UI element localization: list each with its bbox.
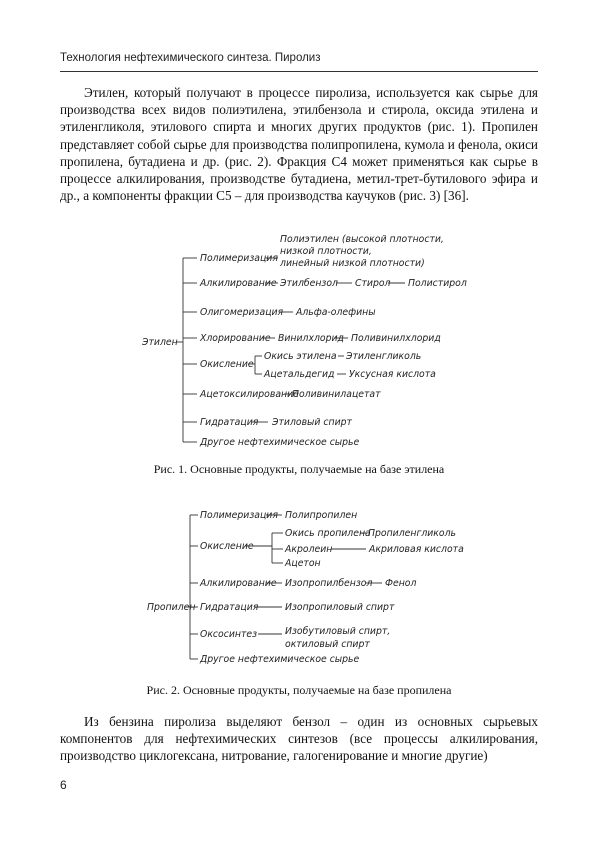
- fig1-alkylation: Алкилирование: [200, 278, 277, 289]
- fig1-vinyl-chloride: Винилхлорид: [278, 333, 344, 344]
- fig1-polyethylene-line1: Полиэтилен (высокой плотности,: [280, 234, 444, 245]
- fig2-isobutyl-alcohol-line2: октиловый спирт: [285, 639, 370, 650]
- fig2-hydration: Гидратация: [200, 602, 259, 613]
- fig1-alpha-olefins: Альфа-олефины: [296, 307, 376, 318]
- fig1-polymerization: Полимеризация: [200, 253, 278, 264]
- fig2-alkylation: Алкилирование: [200, 578, 277, 589]
- page-number: 6: [60, 778, 67, 792]
- fig2-propylene-glycol: Пропиленгликоль: [368, 528, 457, 539]
- fig1-ethylene-glycol: Этиленгликоль: [346, 351, 422, 362]
- fig1-acetic-acid: Уксусная кислота: [349, 369, 436, 380]
- fig1-polystyrene: Полистирол: [408, 278, 467, 289]
- figure-ethylene-diagram: [0, 228, 600, 453]
- fig2-propylene-oxide: Окись пропилена: [285, 528, 371, 539]
- fig1-polyethylene-line3: линейный низкой плотности): [280, 258, 425, 269]
- fig2-isobutyl-alcohol-line1: Изобутиловый спирт,: [285, 626, 391, 637]
- fig2-polymerization: Полимеризация: [200, 510, 278, 521]
- fig1-acetoxylation: Ацетоксилирование: [200, 389, 299, 400]
- fig1-hydration: Гидратация: [200, 417, 259, 428]
- fig2-phenol: Фенол: [385, 578, 417, 589]
- fig2-oxidation: Окисление: [200, 541, 254, 552]
- paragraph-ethylene: Этилен, который получают в процессе пиролиза, используется как сырье для производства всех видов полиэтилена, этилбензола и стирола, оксида этилена и этиленгликоля, этилового спирта и многих других продуктов (рис. 1). Пропилен представляет собой сырье для производства полипропилена, кумола и фенола, окиси пропилена, бутадиена и др. (рис. 2). Фракция С4 может применяться как сырье в процессе алкилирования, производстве бутадиена, метил-трет-бутилового эфира и др., а компоненты фракции С5 – для производства каучуков (рис. 3) [36].: [60, 85, 538, 204]
- fig1-ethyl-alcohol: Этиловый спирт: [272, 417, 352, 428]
- fig1-ethylene-oxide: Окись этилена: [264, 351, 337, 362]
- fig2-other-feedstock: Другое нефтехимическое сырье: [200, 654, 360, 665]
- figure-1-caption: Рис. 1. Основные продукты, получаемые на базе этилена: [153, 462, 445, 476]
- fig1-styrene: Стирол: [355, 278, 391, 289]
- fig1-polyvinyl-chloride: Поливинилхлорид: [351, 333, 441, 344]
- fig2-acetone: Ацетон: [285, 558, 321, 569]
- fig2-isopropylbenzene: Изопропилбензол: [285, 578, 373, 589]
- fig1-polyethylene-line2: низкой плотности,: [280, 246, 372, 257]
- fig1-root: Этилен: [142, 337, 178, 348]
- fig2-isopropyl-alcohol: Изопропиловый спирт: [285, 602, 395, 613]
- fig1-oligomerization: Олигомеризация: [200, 307, 284, 318]
- fig1-acetaldehyde: Ацетальдегид: [264, 369, 335, 380]
- fig1-polyvinyl-acetate: Поливинилацетат: [292, 389, 381, 400]
- fig2-polypropylene: Полипропилен: [285, 510, 358, 521]
- header-rule: [60, 71, 538, 72]
- fig2-acrylic-acid: Акриловая кислота: [369, 544, 464, 555]
- fig1-other-feedstock: Другое нефтехимическое сырье: [200, 437, 360, 448]
- fig1-chlorination: Хлорирование: [200, 333, 271, 344]
- fig2-root: Пропилен: [147, 602, 196, 613]
- fig1-oxidation: Окисление: [200, 359, 254, 370]
- fig2-acrolein: Акролеин: [285, 544, 333, 555]
- paragraph-benzene: Из бензина пиролиза выделяют бензол – один из основных сырьевых компонентов для нефтехимических синтезов (все процессы алкилирования, производство циклогексана, нитрование, галогенирование и многие другие): [60, 714, 538, 764]
- running-header: Технология нефтехимического синтеза. Пиролиз: [60, 52, 321, 64]
- fig1-ethylbenzene: Этилбензол: [280, 278, 338, 289]
- figure-propylene-diagram: [0, 496, 600, 676]
- fig2-oxosynthesis: Оксосинтез: [200, 629, 258, 640]
- figure-2-caption: Рис. 2. Основные продукты, получаемые на базе пропилена: [146, 683, 452, 697]
